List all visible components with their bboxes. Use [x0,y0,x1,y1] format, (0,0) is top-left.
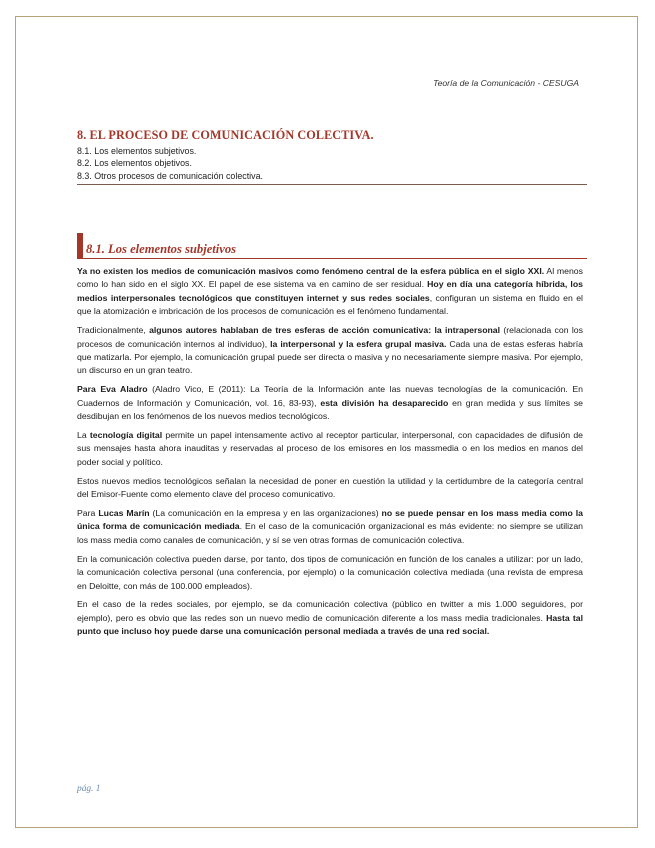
paragraph [77,429,583,469]
paragraph [77,507,583,547]
bold-text: Hasta tal punto que incluso hoy puede darse una comunicación personal mediada a través de una red social. [77,612,583,637]
bold-text: Ya no existen los medios de comunicación masivos como fenómeno central de la esfera pública en el siglo XXI. [77,266,545,276]
bold-text: Hoy en día una categoría híbrida, los medios interpersonales tecnológicos que constituyen internet y sus redes sociales [77,279,583,303]
text-run: En el caso de la redes sociales, por ejemplo, se da comunicación colectiva (público en twitter a mis 1.000 seguidores, por ejemplo), pero es obvio que las redes son un nuevo medio de comunicación diferente a los mass media tradicionales. [77,599,583,623]
body-text [77,265,583,644]
text-run: Tradicionalmente, [77,325,150,336]
text-run: Al menos como lo han sido en el siglo XX. El papel de ese sistema va en camino de ser residual. [77,266,583,290]
bold-text: algunos autores hablaban de tres esferas de acción comunicativa: la intrapersonal [149,325,501,336]
text-run: (Aladro Vico, E (2011): La Teoría de la Información ante las nuevas tecnologías de la comunicación. En Cuadernos de Información y Comunicación, vol. 16, 83-93), [77,384,583,408]
bold-text: la interpersonal y la esfera grupal masiva. [270,338,447,349]
running-header: Teoría de la Comunicación - CESUGA [433,78,579,88]
toc-item: 8.1. Los elementos subjetivos. [77,146,197,156]
bold-text: tecnología digital [89,429,163,440]
text-run: , configuran un sistema en fluido en el que la atomización e imbricación de los procesos de comunicación es el fenómeno fundamental. [77,292,583,317]
text-run: permite un papel intensamente activo al receptor particular, interpersonal, con capacidades de difusión de sus mensajes hasta ahora inauditas y reservadas al proceso de los emisores en los massmedia o en los medios en manos del poder social y político. [77,429,583,467]
text-run: en gran medida y sus límites se desdibujan en los fenómenos de los nuevos medios tecnológicos. [77,397,584,422]
paragraph [77,265,583,319]
text-run: Para [77,508,99,518]
toc-item: 8.2. Los elementos objetivos. [77,158,192,169]
text-run: Cada una de estas esferas habría que matizarla. Por ejemplo, la comunicación grupal puede ser directa o masiva y no necesariamente siempre masiva. Por ejemplo, un discurso en un gran teatro. [77,338,584,376]
paragraph [77,383,583,423]
toc-item: 8.3. Otros procesos de comunicación colectiva. [77,170,587,185]
paragraph [77,324,583,378]
chapter-title: 8. EL PROCESO DE COMUNICACIÓN COLECTIVA. [77,128,374,142]
section-heading [77,233,587,259]
text-run: (La comunicación en la empresa y en las organizaciones) [149,508,382,518]
text-run: La [77,429,90,440]
bold-text: Lucas Marín [98,508,150,518]
bold-text: no se puede pensar en los mass media como la única forma de comunicación mediada [77,508,583,532]
paragraph [77,475,583,502]
section-title: 8.1. Los elementos subjetivos [86,242,237,256]
paragraph [77,598,583,638]
text-run: . En el caso de la comunicación organizacional es más evidente: no siempre se utilizan los mass media como canales de comunicación, y sí se ven otras formas de comunicación colectiva. [77,521,584,545]
text-run: Estos nuevos medios tecnológicos señalan la necesidad de poner en cuestión la utilidad y la certidumbre de la categoría central del Emisor-Fuente como elemento clave del proceso comunicativo. [77,475,583,500]
page-number: pág. 1 [77,784,101,794]
text-run: En la comunicación colectiva pueden darse, por tanto, dos tipos de comunicación en función de los canales a utilizar: por un lado, la comunicación colectiva personal (una conferencia, por ejemplo) o la comunicación colectiva mediada (una revista de empresa en Deloitte, con más de 100.000 empleados). [77,553,583,591]
text-run: (relacionada con los procesos de comunicación internos al individuo), [77,325,583,349]
paragraph [77,553,583,593]
section-accent-bar [77,233,83,258]
bold-text: esta división ha desaparecido [320,397,449,408]
chapter-block [77,128,587,185]
bold-text: Para Eva Aladro [77,384,148,395]
